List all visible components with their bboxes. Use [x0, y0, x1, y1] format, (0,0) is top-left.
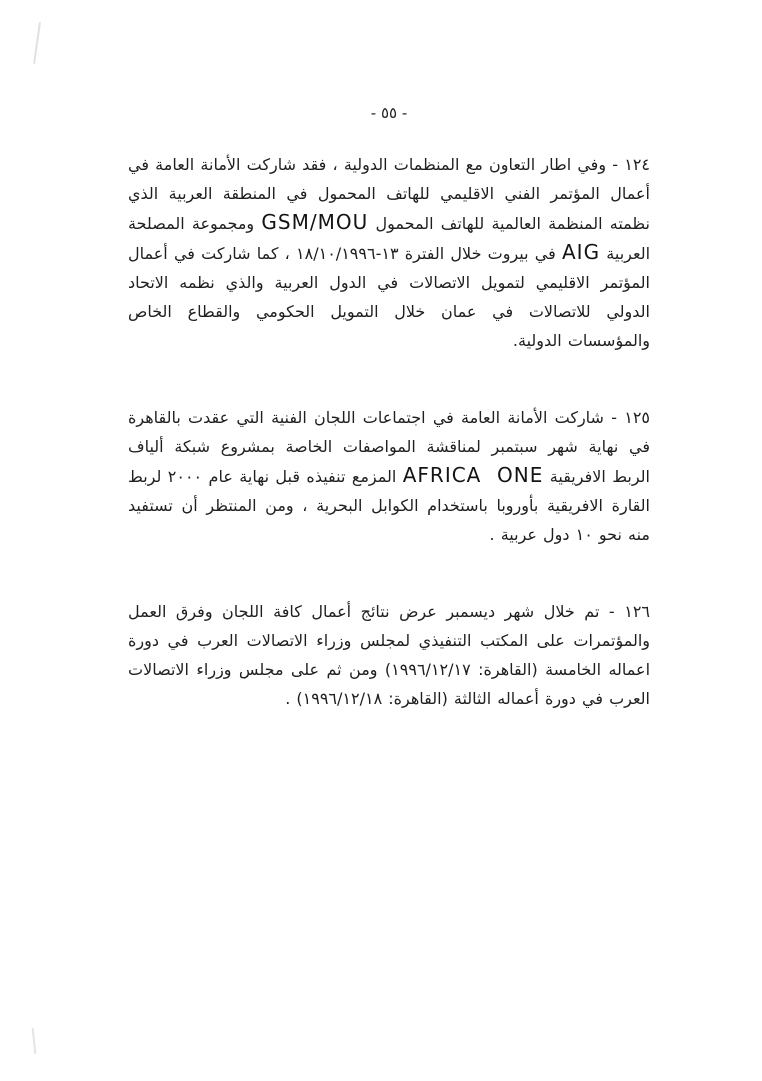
paragraph-126-text-1: تم خلال شهر ديسمبر عرض نتائج أعمال كافة اللجان وفرق العمل والمؤتمرات على المكتب التنفيذي لمجلس وزراء الاتصالات العرب في دورة اعماله الخامسة (القاهرة: ١٩٩٦/١٢/١٧) ومن ثم على مجلس وزراء الاتصالات العرب في دورة أعماله الثالثة (القاهرة: ١٩٩٦/١٢/١٨) . [128, 602, 651, 708]
paragraph-125 [128, 403, 650, 549]
latin-acronym-aig: AIG [562, 240, 601, 264]
scan-artifact-top-left [33, 22, 41, 64]
paragraph-124-text-1: وفي اطار التعاون مع المنظمات الدولية ، فقد شاركت الأمانة العامة في أعمال المؤتمر الفني الاقليمي للهاتف المحمول في المنطقة العربية الذي نظمته المنظمة العالمية للهاتف المحمول [128, 155, 651, 233]
page-number: - ٥٥ - [370, 104, 408, 122]
paragraph-125-text-2: المزمع تنفيذه قبل نهاية عام ٢٠٠٠ لربط القارة الافريقية بأوروبا باستخدام الكوابل البحرية ، ومن المنتظر أن تستفيد منه نحو ١٠ دول عربية . [128, 467, 650, 544]
paragraph-124-text-2: ومجموعة المصلحة العربية [128, 214, 651, 263]
paragraph-125-text-1: شاركت الأمانة العامة في اجتماعات اللجان الفنية التي عقدت بالقاهرة في نهاية شهر سبتمبر لمناقشة المواصفات الخاصة بمشروع شبكة ألياف الربط الافريقية [128, 408, 650, 486]
paragraph-124 [128, 150, 650, 355]
latin-name-africa-one: AFRICA ONE [402, 463, 544, 487]
page-content [128, 104, 650, 761]
paragraph-125-number: ١٢٥ - [611, 408, 651, 427]
latin-acronym-gsm-mou: GSM/MOU [261, 210, 369, 234]
paragraph-124-number: ١٢٤ - [612, 155, 651, 174]
paragraph-124-text-3: في بيروت خلال الفترة ١٣-١٨/١٠/١٩٩٦ ، كما شاركت في أعمال المؤتمر الاقليمي لتمويل الاتصالات في الدول العربية والذي نظمه الاتحاد الدولي للاتصالات في عمان خلال التمويل الحكومي والقطاع الخاص والمؤسسات الدولية. [128, 244, 650, 350]
paragraph-126-number: ١٢٦ - [608, 602, 650, 621]
scan-artifact-bottom-left [32, 1028, 37, 1054]
paragraph-126 [128, 597, 650, 713]
